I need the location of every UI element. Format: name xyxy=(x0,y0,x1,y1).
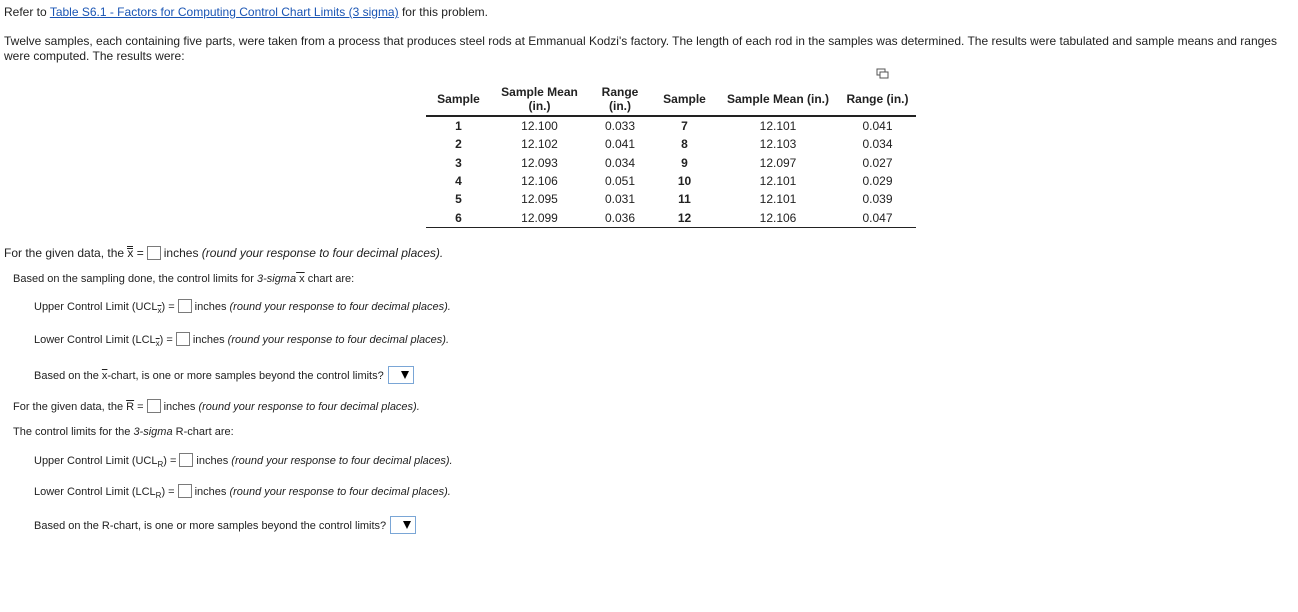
sample-mean-cell: 12.093 xyxy=(521,155,558,170)
range-cell: 0.051 xyxy=(604,174,636,189)
lcl-r-question: Lower Control Limit $(LCL_R)$ = inches (round your response to four decimal places). xyxy=(34,486,451,501)
range-cell: 0.041 xyxy=(862,119,893,134)
sample-number-cell: 12 xyxy=(652,208,717,227)
r-beyond-dropdown[interactable] xyxy=(390,516,416,534)
sample-mean-cell: 12.097 xyxy=(759,155,797,170)
range-cell: 0.029 xyxy=(862,174,893,189)
sample-mean-cell: 12.099 xyxy=(491,208,588,227)
table-row xyxy=(426,190,916,208)
lcl-r-answer-field[interactable] xyxy=(178,484,192,498)
header-range: Range (in.) xyxy=(839,83,916,116)
r-beyond-question: Based on the R-chart, is one or more samples beyond the control limits? xyxy=(34,516,416,534)
sample-mean-cell: 12.103 xyxy=(759,137,797,152)
sample-number-cell: 9 xyxy=(681,155,688,170)
sample-mean-cell: 12.101 xyxy=(759,174,797,189)
header-sample-mean: Sample Mean (in.) xyxy=(491,83,588,116)
header-sample-mean: Sample Mean (in.) xyxy=(717,83,839,116)
intro-prefix: Refer to xyxy=(4,5,50,19)
table-header-row xyxy=(426,83,916,116)
dropdown-arrow-icon xyxy=(401,371,409,379)
table-row xyxy=(426,116,916,135)
rbar-symbol: $\overline{R}$ xyxy=(126,401,135,413)
factors-table-link[interactable]: Table S6.1 - Factors for Computing Control Chart Limits (3 sigma) xyxy=(49,5,399,19)
dropdown-arrow-icon xyxy=(403,521,411,529)
header-sample: Sample xyxy=(652,83,717,116)
copy-data-icon[interactable] xyxy=(876,68,889,80)
x-beyond-question: Based on the $\overline{x}$-chart, is one or more samples beyond the control limits? xyxy=(34,366,414,384)
xbar-symbol: x xyxy=(296,273,305,285)
range-cell: 0.041 xyxy=(604,137,636,152)
x-beyond-dropdown[interactable] xyxy=(388,366,414,384)
sample-number-cell: 11 xyxy=(678,192,691,207)
sample-number-cell: 5 xyxy=(455,192,462,207)
range-cell: 0.047 xyxy=(839,208,916,227)
problem-statement: Twelve samples, each containing five parts, were taken from a process that produces steel rods at Emmanual Kodzi's factory. The length of each rod in the samples was determined. The results were tabulated and sample means and ranges were computed. The results were: xyxy=(4,34,1277,63)
range-cell: 0.034 xyxy=(604,155,636,170)
sample-number-cell: 8 xyxy=(681,137,688,152)
range-cell: 0.034 xyxy=(862,137,893,152)
header-sample: Sample xyxy=(426,83,491,116)
xbarbar-answer-field[interactable] xyxy=(147,246,161,260)
table-row xyxy=(426,154,916,172)
sample-number-cell: 3 xyxy=(455,155,462,170)
sample-number-cell: 7 xyxy=(681,119,688,134)
sample-mean-cell: 12.106 xyxy=(521,174,558,189)
range-cell: 0.027 xyxy=(862,155,893,170)
rchart-intro: The control limits for the 3-sigma R-chart are: xyxy=(13,426,234,438)
range-cell: 0.039 xyxy=(862,192,893,207)
ucl-r-answer-field[interactable] xyxy=(179,453,193,467)
header-range: Range (in.) xyxy=(588,83,652,116)
sample-number-cell: 10 xyxy=(677,174,692,189)
xchart-intro: Based on the sampling done, the control limits for 3-sigma x chart are: xyxy=(13,273,355,285)
table-row xyxy=(426,172,916,190)
lcl-x-answer-field[interactable] xyxy=(176,332,190,346)
intro-line xyxy=(4,5,488,19)
sample-number-cell: 2 xyxy=(455,137,462,152)
rbar-answer-field[interactable] xyxy=(147,399,161,413)
sample-mean-cell: 12.101 xyxy=(759,119,797,134)
range-cell: 0.031 xyxy=(604,192,636,207)
range-cell: 0.033 xyxy=(604,119,636,134)
sample-number-cell: 4 xyxy=(455,174,462,189)
xbarbar-symbol: x xyxy=(127,246,134,260)
range-cell: 0.036 xyxy=(588,208,652,227)
table-row xyxy=(426,135,916,153)
sample-mean-cell: 12.100 xyxy=(521,119,558,134)
sample-mean-cell: 12.095 xyxy=(521,192,558,207)
ucl-r-question: Upper Control Limit $(UCL_R)$ = inches (round your response to four decimal places). xyxy=(34,455,453,470)
sample-mean-cell: 12.106 xyxy=(717,208,839,227)
sample-number-cell: 6 xyxy=(426,208,491,227)
sample-mean-cell: 12.102 xyxy=(521,137,558,152)
lcl-x-question: Lower Control Limit $(LCL_{\overline{x}})$ = inches (round your response to four decimal places). xyxy=(34,334,450,349)
table-row xyxy=(426,208,916,227)
intro-suffix: for this problem. xyxy=(398,5,488,19)
sample-data-table xyxy=(426,83,916,228)
xbarbar-question: For the given data, the x = inches (round your response to four decimal places). xyxy=(4,246,444,260)
rbar-question: For the given data, the $\overline{R}$ = inches (round your response to four decimal places). xyxy=(13,401,420,413)
ucl-x-question: Upper Control Limit $(UCL_{\overline{x}})$ = inches (round your response to four decimal places). xyxy=(34,301,451,316)
ucl-x-answer-field[interactable] xyxy=(178,299,192,313)
sample-mean-cell: 12.101 xyxy=(759,192,797,207)
sample-number-cell: 1 xyxy=(455,119,462,134)
